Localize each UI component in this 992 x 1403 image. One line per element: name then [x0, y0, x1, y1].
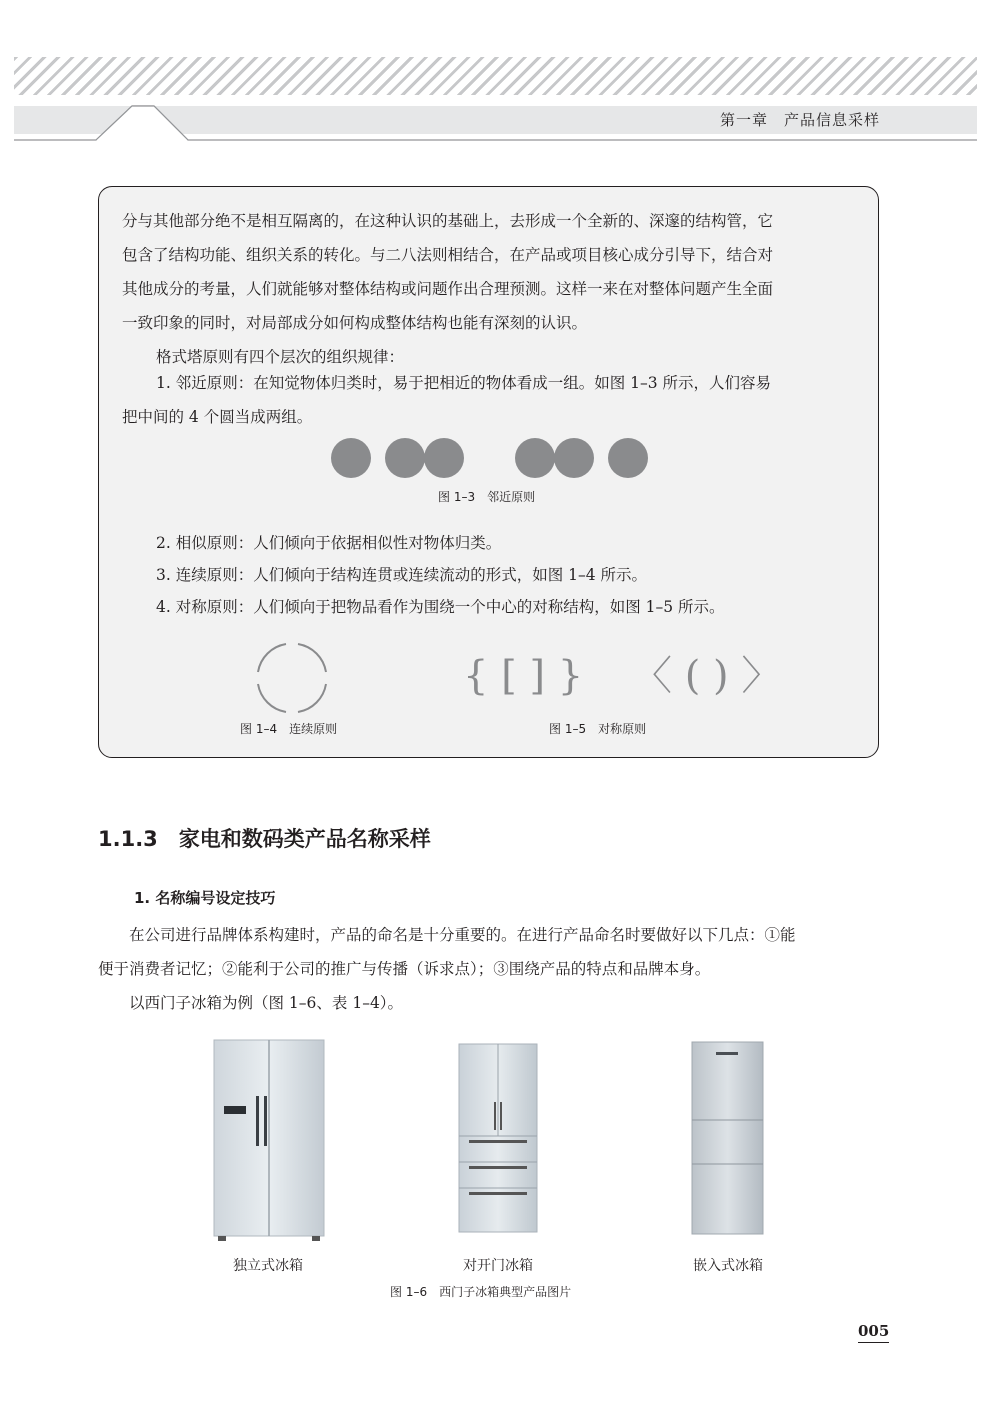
built-in-fridge-image [690, 1040, 765, 1240]
proximity-circle [331, 438, 371, 478]
box-paragraph-3 [122, 366, 857, 434]
box-line: 把中间的 4 个圆当成两组。 [122, 408, 313, 426]
freestanding-fridge-image [212, 1038, 327, 1244]
fridge-label-french-door: 对开门冰箱 [463, 1258, 533, 1274]
figure-caption: 图 1–3 邻近原则 [438, 490, 536, 504]
proximity-circle [515, 438, 555, 478]
proximity-circle [554, 438, 594, 478]
symmetry-angles-figure: 〈 ( ) 〉 [632, 653, 782, 699]
box-line: 其他成分的考量，人们就能够对整体结构或问题作出合理预测。这样一来在对整体问题产生全面 [122, 280, 774, 298]
french-door-fridge-image [457, 1042, 539, 1237]
section-paragraph-1 [98, 918, 882, 986]
box-line: 分与其他部分绝不是相互隔离的，在这种认识的基础上，去形成一个全新的、深邃的结构管，它 [122, 212, 774, 230]
fridge-label-built-in: 嵌入式冰箱 [693, 1258, 763, 1274]
figure-caption: 图 1–4 连续原则 [240, 722, 338, 736]
proximity-circle [608, 438, 648, 478]
box-paragraph-1 [122, 204, 857, 340]
sub-title: 1. 名称编号设定技巧 [134, 889, 276, 907]
fridge-label-freestanding: 独立式冰箱 [233, 1258, 303, 1274]
figure-caption: 图 1–6 西门子冰箱典型产品图片 [390, 1285, 572, 1299]
rule-continuity: 3. 连续原则：人们倾向于结构连贯或连续流动的形式，如图 1–4 所示。 [156, 566, 648, 584]
rule-symmetry: 4. 对称原则：人们倾向于把物品看作为围绕一个中心的对称结构，如图 1–5 所示。 [156, 598, 725, 616]
proximity-circle [385, 438, 425, 478]
figure-caption: 图 1–5 对称原则 [549, 722, 647, 736]
section-title: 1.1.3 家电和数码类产品名称采样 [98, 827, 431, 851]
header-decoration [0, 0, 992, 160]
proximity-circle [424, 438, 464, 478]
body-line: 便于消费者记忆；②能利于公司的推广与传播（诉求点）；③围绕产品的特点和品牌本身。 [98, 960, 711, 978]
body-line: 在公司进行品牌体系构建时，产品的命名是十分重要的。在进行产品命名时要做好以下几点：①能 [98, 926, 796, 944]
symmetry-braces-figure: { [ ] } [463, 653, 584, 699]
box-paragraph-2: 格式塔原则有四个层次的组织规律： [156, 348, 405, 366]
section-paragraph-2: 以西门子冰箱为例（图 1–6、表 1–4）。 [98, 994, 404, 1012]
box-line: 一致印象的同时，对局部成分如何构成整体结构也能有深刻的认识。 [122, 314, 588, 332]
rule-similarity: 2. 相似原则：人们倾向于依据相似性对物体归类。 [156, 534, 502, 552]
box-line: 包含了结构功能、组织关系的转化。与二八法则相结合，在产品或项目核心成分引导下，结合对 [122, 246, 774, 264]
page-number: 005 [858, 1322, 889, 1343]
chapter-header: 第一章 产品信息采样 [719, 111, 880, 129]
continuity-circle-figure [252, 638, 332, 718]
box-line: 1. 邻近原则：在知觉物体归类时，易于把相近的物体看成一组。如图 1–3 所示，人们容易 [156, 374, 772, 392]
